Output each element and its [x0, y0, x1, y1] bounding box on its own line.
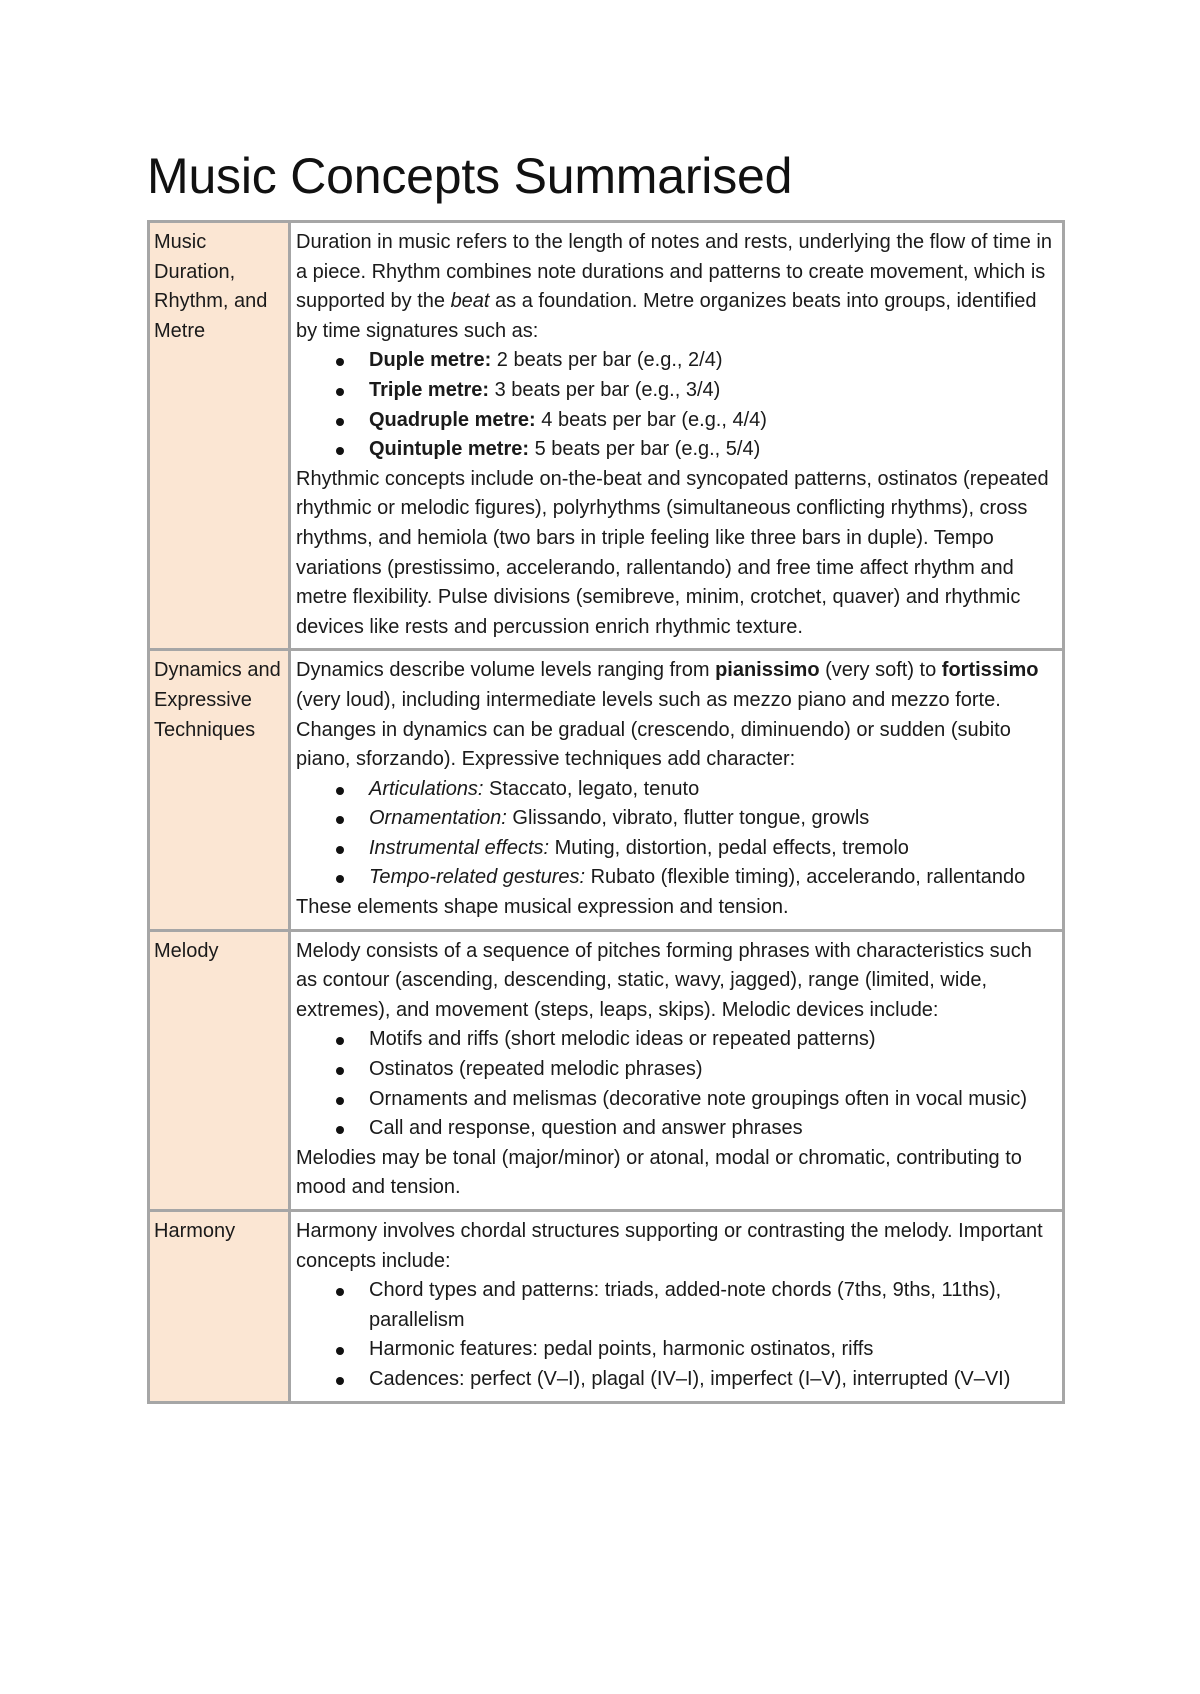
duration-outro: Rhythmic concepts include on-the-beat and syncopated patterns, ostinatos (repeated rhythmic or melodic figures), polyrhythms (simultaneous conflicting rhythms), cross rhythms, and hemiola (two bars in triple feeling like three bars in duple). Tempo variations (prestissimo, accelerando, rallentando) and free time affect rhythm and metre flexibility. Pulse divisions (semibreve, minim, crotchet, quaver) and rhythmic devices like rests and percussion enrich rhythmic texture.	[296, 467, 1049, 638]
list-item	[296, 346, 1058, 376]
dynamics-intro-text-c: (very loud), including intermediate levels such as mezzo piano and mezzo forte. Changes in dynamics can be gradual (crescendo, diminuendo) or sudden (subito piano, sforzando). Expressive techniques add character:	[296, 688, 1011, 771]
list-item-term: Duple metre:	[369, 349, 492, 372]
duration-intro-emphasis: beat	[450, 290, 490, 313]
row-label-harmony: Harmony	[149, 1211, 290, 1403]
list-item	[296, 406, 1058, 436]
table-row-harmony	[149, 1211, 1064, 1403]
table-row-dynamics	[149, 650, 1064, 930]
dynamics-intro-text-a: Dynamics describe volume levels ranging from	[296, 659, 716, 682]
duration-intro-text-b: as a foundation. Metre organizes beats into groups, identified by time signatures such as:	[296, 290, 1037, 342]
list-item-text: 4 beats per bar (e.g., 4/4)	[535, 408, 767, 431]
list-item-term: Triple metre:	[369, 378, 490, 401]
harmony-concepts-list	[296, 1276, 1058, 1394]
dynamics-outro: These elements shape musical expression and tension.	[296, 896, 789, 919]
dynamics-term-fortissimo: fortissimo	[941, 659, 1039, 682]
list-item-term: Tempo-related gestures:	[369, 866, 586, 889]
concepts-table	[147, 220, 1065, 1404]
list-item: Motifs and riffs (short melodic ideas or repeated patterns)	[296, 1025, 1058, 1055]
list-item-text: 3 beats per bar (e.g., 3/4)	[489, 378, 721, 401]
row-label-duration: Music Duration, Rhythm, and Metre	[149, 222, 290, 650]
page-title: Music Concepts Summarised	[147, 148, 793, 204]
list-item: Cadences: perfect (V–I), plagal (IV–I), imperfect (I–V), interrupted (V–VI)	[296, 1365, 1058, 1395]
list-item: Chord types and patterns: triads, added-note chords (7ths, 9ths, 11ths), parallelism	[296, 1276, 1058, 1335]
list-item-term: Instrumental effects:	[369, 836, 550, 859]
list-item: Harmonic features: pedal points, harmonic ostinatos, riffs	[296, 1335, 1058, 1365]
dynamics-term-pianissimo: pianissimo	[715, 659, 820, 682]
list-item: Ornaments and melismas (decorative note groupings often in vocal music)	[296, 1085, 1058, 1115]
melody-outro: Melodies may be tonal (major/minor) or atonal, modal or chromatic, contributing to mood and tension.	[296, 1146, 1022, 1199]
list-item	[296, 834, 1058, 864]
list-item	[296, 435, 1058, 465]
list-item-text: 5 beats per bar (e.g., 5/4)	[529, 438, 761, 461]
list-item-text: Glissando, vibrato, flutter tongue, growls	[506, 807, 870, 830]
list-item	[296, 804, 1058, 834]
list-item	[296, 863, 1058, 893]
list-item-term: Articulations:	[369, 777, 484, 800]
list-item-text: 2 beats per bar (e.g., 2/4)	[491, 349, 723, 372]
table-row-duration	[149, 222, 1064, 650]
melodic-devices-list	[296, 1025, 1058, 1143]
row-content-dynamics	[290, 650, 1064, 930]
list-item-term: Ornamentation:	[369, 807, 507, 830]
list-item: Call and response, question and answer phrases	[296, 1114, 1058, 1144]
row-content-duration	[290, 222, 1064, 650]
row-content-melody	[290, 930, 1064, 1210]
table-row-melody	[149, 930, 1064, 1210]
list-item: Ostinatos (repeated melodic phrases)	[296, 1055, 1058, 1085]
expressive-techniques-list	[296, 775, 1058, 893]
dynamics-intro-text-b: (very soft) to	[819, 659, 942, 682]
harmony-intro: Harmony involves chordal structures supporting or contrasting the melody. Important concepts include:	[296, 1220, 1043, 1272]
row-label-melody: Melody	[149, 930, 290, 1210]
list-item	[296, 376, 1058, 406]
row-content-harmony	[290, 1211, 1064, 1403]
melody-intro: Melody consists of a sequence of pitches forming phrases with characteristics such as contour (ascending, descending, static, wavy, jagged), range (limited, wide, extremes), and movement (steps, leaps, skips). Melodic devices include:	[296, 939, 1032, 1021]
duration-intro	[296, 228, 1058, 346]
row-label-dynamics: Dynamics and Expressive Techniques	[149, 650, 290, 930]
metre-list	[296, 346, 1058, 464]
list-item-text: Rubato (flexible timing), accelerando, rallentando	[585, 866, 1026, 889]
duration-intro-text-a: Duration in music refers to the length of notes and rests, underlying the flow of time in a piece. Rhythm combines note durations and patterns to create movement, which is supported by the	[296, 231, 1052, 313]
list-item-term: Quintuple metre:	[369, 438, 530, 461]
list-item-text: Muting, distortion, pedal effects, tremolo	[549, 836, 909, 859]
list-item	[296, 775, 1058, 805]
list-item-term: Quadruple metre:	[369, 408, 536, 431]
list-item-text: Staccato, legato, tenuto	[483, 777, 700, 800]
dynamics-intro	[296, 656, 1058, 774]
